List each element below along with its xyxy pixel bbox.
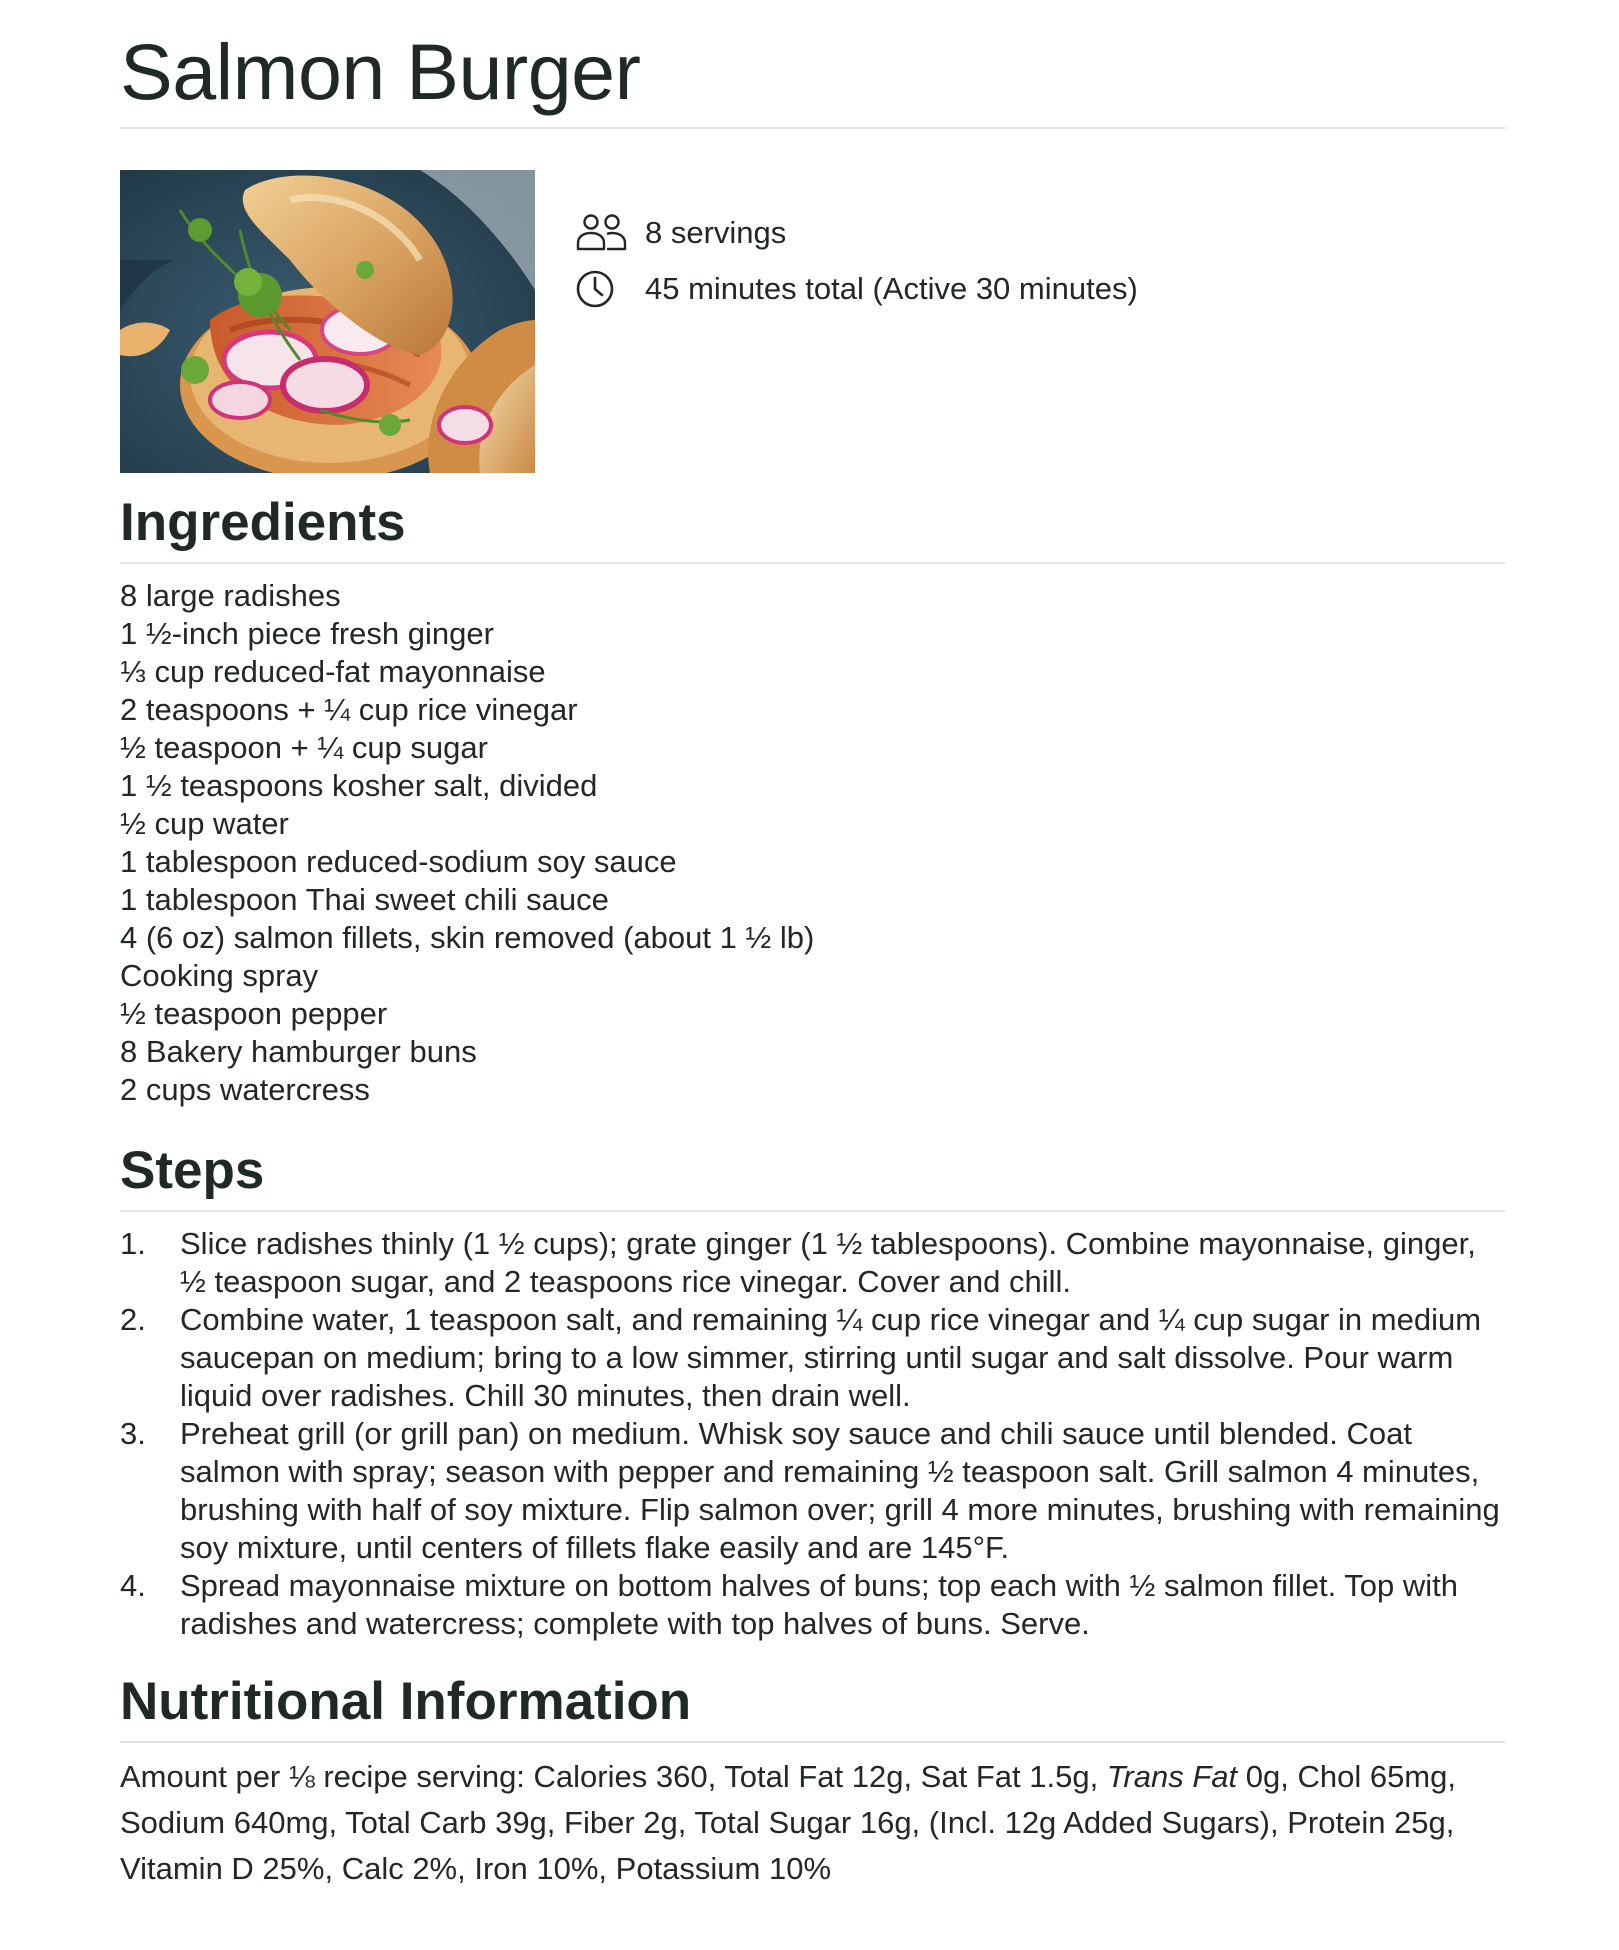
step-text: Slice radishes thinly (1 ½ cups); grate ginger (1 ½ tablespoons). Combine mayonnaise, ginger, ½ teaspoon sugar, and 2 teaspoons rice vinegar. Cover and chill. bbox=[180, 1226, 1476, 1299]
ingredient-item: 1 tablespoon Thai sweet chili sauce bbox=[120, 882, 609, 917]
ingredients-list bbox=[120, 577, 814, 1109]
ingredient-item: 1 ½-inch piece fresh ginger bbox=[120, 616, 494, 651]
ingredient-item: ½ teaspoon + ¼ cup sugar bbox=[120, 730, 488, 765]
nutrition-heading: Nutritional Information bbox=[120, 1672, 692, 1731]
ingredient-item: ½ cup water bbox=[120, 806, 289, 841]
people-icon bbox=[575, 211, 629, 255]
nutrition-trans-fat-label: Trans Fat bbox=[1106, 1759, 1238, 1794]
step-number: 4. bbox=[120, 1568, 146, 1603]
title-divider bbox=[120, 127, 1505, 129]
step-item bbox=[120, 1301, 1505, 1415]
steps-divider bbox=[120, 1210, 1505, 1212]
step-item bbox=[120, 1567, 1505, 1643]
ingredient-item: 1 ½ teaspoons kosher salt, divided bbox=[120, 768, 598, 803]
step-text: Combine water, 1 teaspoon salt, and remaining ¼ cup rice vinegar and ¼ cup sugar in medium saucepan on medium; bring to a low simmer, stirring until sugar and salt dissolve. Pour warm liquid over radishes. Chill 30 minutes, then drain well. bbox=[180, 1302, 1482, 1413]
recipe-photo bbox=[120, 170, 535, 473]
servings-text: 8 servings bbox=[645, 215, 787, 250]
clock-icon bbox=[575, 267, 629, 311]
recipe-title: Salmon Burger bbox=[120, 27, 641, 116]
step-number: 3. bbox=[120, 1416, 146, 1451]
ingredients-heading: Ingredients bbox=[120, 493, 406, 552]
steps-list bbox=[120, 1225, 1505, 1643]
nutrition-text bbox=[120, 1754, 1505, 1892]
time-text: 45 minutes total (Active 30 minutes) bbox=[645, 271, 1138, 306]
nutrition-text-part1: Amount per ⅛ recipe serving: Calories 360, Total Fat 12g, Sat Fat 1.5g, bbox=[120, 1759, 1107, 1794]
ingredient-item: 2 cups watercress bbox=[120, 1072, 370, 1107]
step-number: 1. bbox=[120, 1226, 146, 1261]
time-row bbox=[575, 261, 1138, 317]
ingredient-item: 8 Bakery hamburger buns bbox=[120, 1034, 477, 1069]
servings-row bbox=[575, 205, 1138, 261]
ingredient-item: ½ teaspoon pepper bbox=[120, 996, 388, 1031]
ingredients-divider bbox=[120, 562, 1505, 564]
step-item bbox=[120, 1415, 1505, 1567]
step-number: 2. bbox=[120, 1302, 146, 1337]
ingredient-item: 1 tablespoon reduced-sodium soy sauce bbox=[120, 844, 677, 879]
steps-heading: Steps bbox=[120, 1141, 265, 1200]
ingredient-item: 4 (6 oz) salmon fillets, skin removed (about 1 ½ lb) bbox=[120, 920, 815, 955]
ingredient-item: 2 teaspoons + ¼ cup rice vinegar bbox=[120, 692, 578, 727]
step-item bbox=[120, 1225, 1505, 1301]
step-text: Spread mayonnaise mixture on bottom halves of buns; top each with ½ salmon fillet. Top with radishes and watercress; complete with top halves of buns. Serve. bbox=[180, 1568, 1459, 1641]
ingredient-item: 8 large radishes bbox=[120, 578, 341, 613]
step-text: Preheat grill (or grill pan) on medium. Whisk soy sauce and chili sauce until blended. Coat salmon with spray; season with pepper and remaining ½ teaspoon salt. Grill salmon 4 minutes, brushing with half of soy mixture. Flip salmon over; grill 4 more minutes, brushing with remaining soy mixture, until centers of fillets flake easily and are 145°F. bbox=[180, 1416, 1500, 1565]
recipe-meta bbox=[575, 205, 1138, 317]
nutrition-text-part2: 0g, Chol 65mg, Sodium 640mg, Total Carb 39g, Fiber 2g, Total Sugar 16g, (Incl. 12g Added Sugars), Protein 25g, Vitamin D 25%, Calc 2%, Iron 10%, Potassium 10% bbox=[120, 1759, 1456, 1886]
nutrition-divider bbox=[120, 1741, 1505, 1743]
ingredient-item: ⅓ cup reduced-fat mayonnaise bbox=[120, 654, 546, 689]
ingredient-item: Cooking spray bbox=[120, 958, 319, 993]
